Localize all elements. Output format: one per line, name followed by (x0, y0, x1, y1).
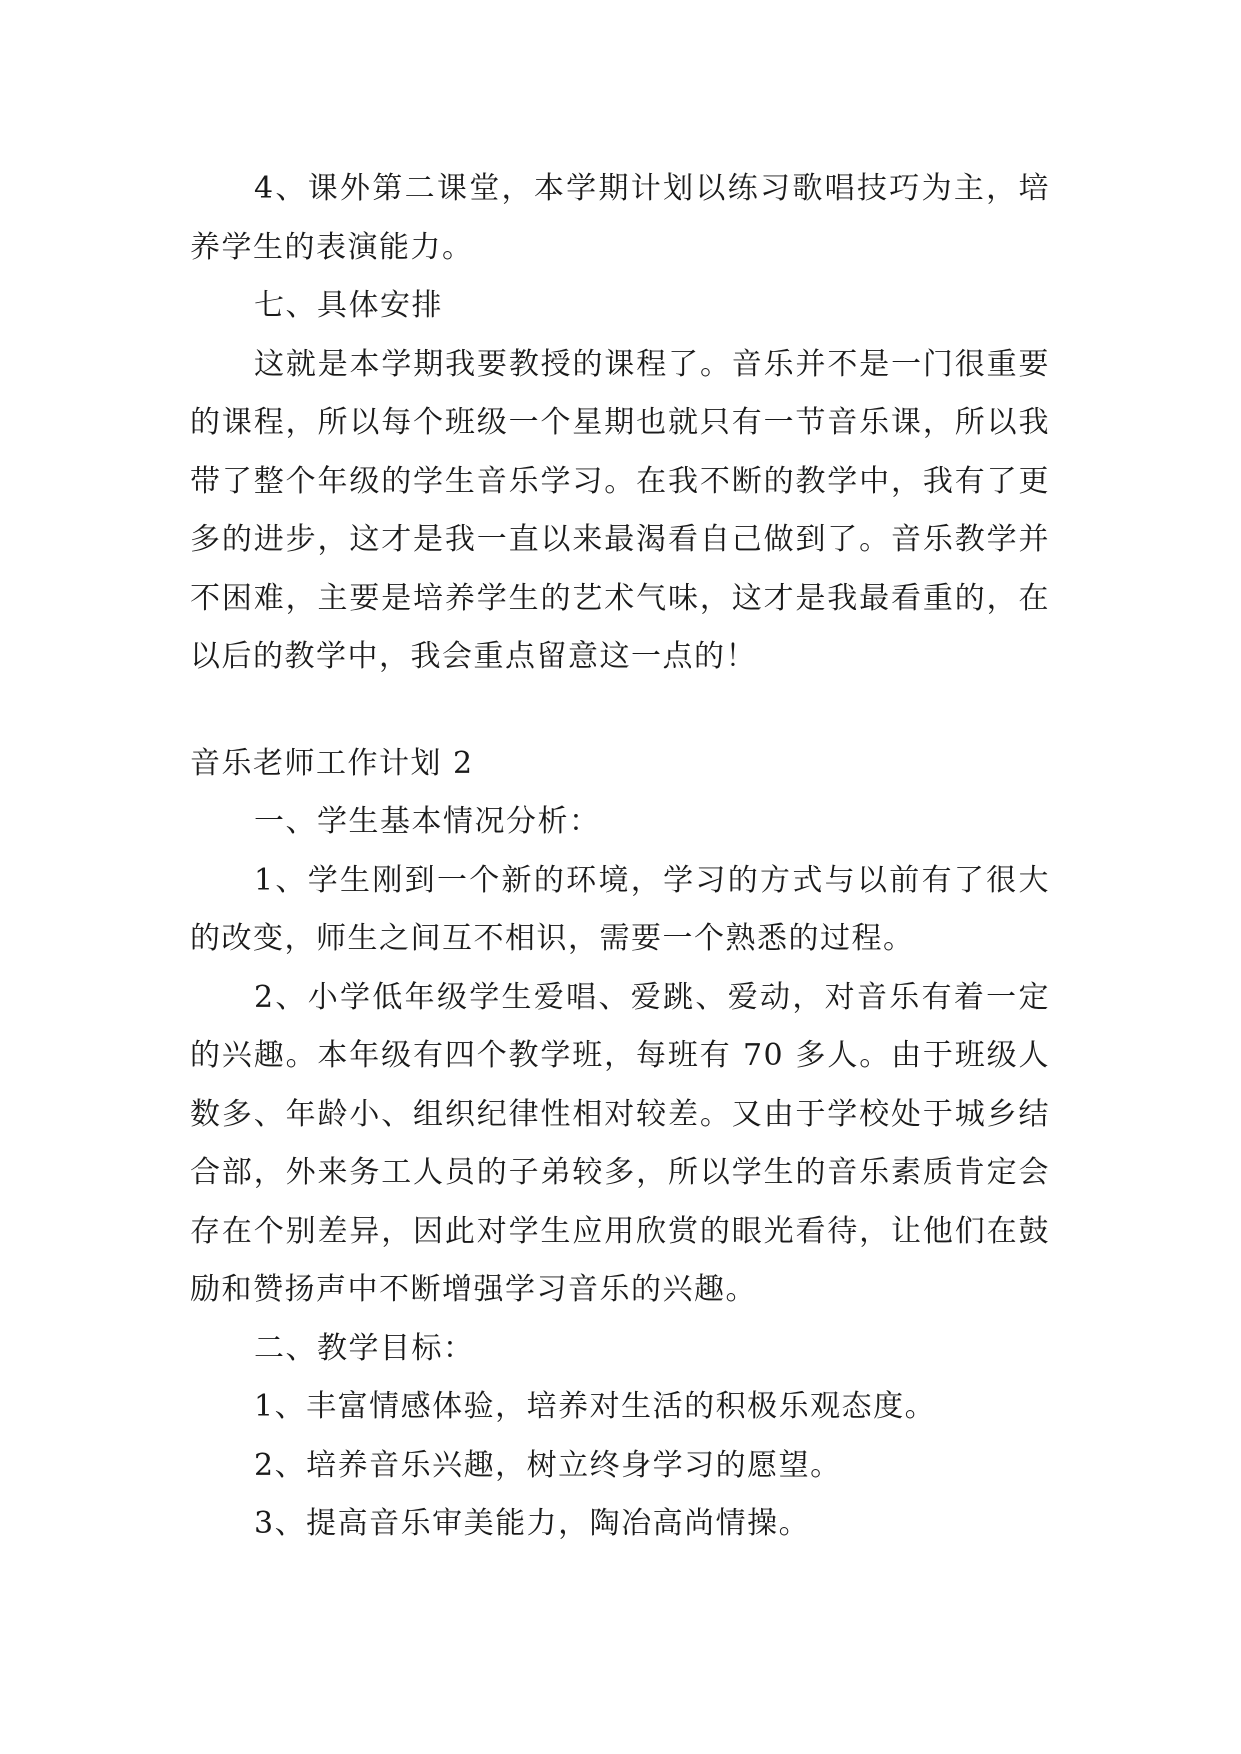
paragraph-goal-1: 1、丰富情感体验，培养对生活的积极乐观态度。 (254, 1389, 937, 1424)
heading-student-analysis: 一、学生基本情况分析： (254, 804, 601, 839)
document-body (190, 160, 1050, 1554)
paragraph-goal-3: 3、提高音乐审美能力，陶冶高尚情操。 (254, 1506, 811, 1541)
paragraph-analysis-2: 2、小学低年级学生爱唱、爱跳、爱动，对音乐有着一定的兴趣。本年级有四个教学班，每班有 70 多人。由于班级人数多、年龄小、组织纪律性相对较差。又由于学校处于城乡结合部，外来务工人员的子弟较多，所以学生的音乐素质肯定会存在个别差异，因此对学生应用欣赏的眼光看待，让他们在鼓励和赞扬声中不断增强学习音乐的兴趣。 (190, 979, 1050, 1307)
paragraph-extracurricular: 4、课外第二课堂，本学期计划以练习歌唱技巧为主，培养学生的表演能力。 (190, 171, 1050, 265)
heading-teaching-goals: 二、教学目标： (254, 1330, 475, 1366)
section-title: 音乐老师工作计划 2 (190, 745, 474, 781)
paragraph-goal-2: 2、培养音乐兴趣，树立终身学习的愿望。 (254, 1447, 842, 1483)
heading-specific-arrangement: 七、具体安排 (254, 288, 443, 323)
paragraph-analysis-1: 1、学生刚到一个新的环境，学习的方式与以前有了很大的改变，师生之间互不相识，需要一个熟悉的过程。 (190, 862, 1050, 956)
paragraph-summary: 这就是本学期我要教授的课程了。音乐并不是一门很重要的课程，所以每个班级一个星期也就只有一节音乐课，所以我带了整个年级的学生音乐学习。在我不断的教学中，我有了更多的进步，这才是我一直以来最渴看自己做到了。音乐教学并不困难，主要是培养学生的艺术气味，这才是我最看重的，在以后的教学中，我会重点留意这一点的！ (190, 346, 1050, 674)
